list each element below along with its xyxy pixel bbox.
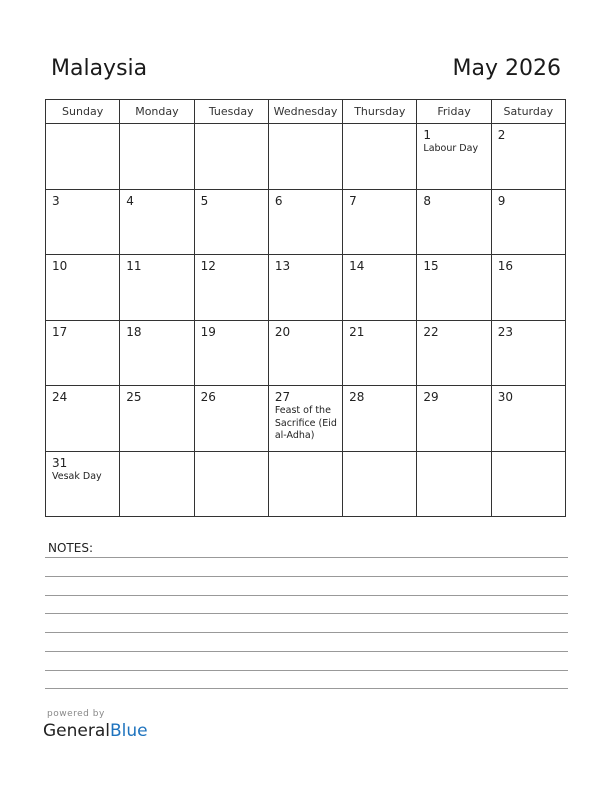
note-line: [45, 688, 568, 689]
day-cell: [343, 189, 417, 255]
day-cell: [491, 255, 565, 321]
day-cell: [194, 255, 268, 321]
day-number: 26: [200, 390, 216, 404]
day-number: 17: [52, 324, 68, 339]
day-number: 21: [349, 324, 365, 339]
day-cell: [268, 320, 342, 386]
note-line: [45, 632, 568, 633]
brand-logo: [43, 721, 148, 741]
day-cell: [491, 451, 565, 517]
note-line: [45, 670, 568, 671]
week-row: [46, 255, 566, 321]
weekday-friday: Friday: [417, 100, 491, 124]
weekday-monday: Monday: [120, 100, 194, 124]
day-cell: [120, 255, 194, 321]
day-cell: [194, 189, 268, 255]
week-row: [46, 320, 566, 386]
week-row: [46, 451, 566, 517]
weekday-wednesday: Wednesday: [268, 100, 342, 124]
day-cell: [491, 386, 565, 452]
day-number: 30: [497, 390, 513, 404]
day-number: 28: [349, 390, 365, 404]
day-cell: [268, 255, 342, 321]
day-number: 31: [52, 455, 68, 470]
day-cell: [268, 189, 342, 255]
day-number: 5: [200, 193, 209, 208]
day-number: 11: [126, 259, 142, 273]
day-number: 8: [423, 193, 432, 208]
day-number: 9: [497, 193, 506, 208]
weekday-saturday: Saturday: [491, 100, 565, 124]
day-number: 16: [497, 259, 513, 273]
day-number: 20: [274, 324, 291, 339]
day-cell: [343, 124, 417, 190]
day-cell: [417, 320, 491, 386]
month-year-title: May 2026: [452, 56, 561, 81]
day-cell: [194, 386, 268, 452]
day-cell: [120, 124, 194, 190]
holiday-label: Labour Day: [423, 143, 479, 154]
weekday-thursday: Thursday: [343, 100, 417, 124]
day-number: 10: [52, 259, 68, 273]
day-number: 27: [274, 390, 291, 404]
day-cell: [343, 320, 417, 386]
note-line: [45, 595, 568, 596]
holiday-label: Vesak Day: [52, 470, 102, 482]
day-cell: [46, 255, 120, 321]
note-line: [45, 557, 568, 558]
day-cell: [194, 124, 268, 190]
day-cell: [417, 451, 491, 517]
day-number: 12: [200, 259, 216, 273]
day-cell: [268, 451, 342, 517]
note-line: [45, 576, 568, 577]
day-cell: [417, 386, 491, 452]
day-number: 29: [423, 390, 439, 404]
day-cell: [46, 451, 120, 517]
day-number: 14: [349, 259, 365, 273]
note-line: [45, 651, 568, 652]
day-cell: [343, 386, 417, 452]
week-row: [46, 124, 566, 190]
day-cell: [120, 451, 194, 517]
day-number: 6: [274, 193, 283, 208]
day-cell: [491, 124, 565, 190]
day-number: 7: [349, 193, 357, 208]
holiday-label: Feast of the Sacrifice (Eid al-Adha): [274, 405, 337, 441]
day-cell: [268, 386, 342, 452]
day-cell: [120, 189, 194, 255]
day-number: 22: [423, 324, 439, 339]
calendar-body: [46, 124, 566, 517]
day-number: 25: [126, 390, 142, 404]
day-number: 24: [52, 390, 68, 404]
weekday-sunday: Sunday: [46, 100, 120, 124]
week-row: [46, 189, 566, 255]
weekday-tuesday: Tuesday: [194, 100, 268, 124]
day-cell: [46, 320, 120, 386]
day-number: 4: [126, 193, 134, 208]
day-cell: [491, 189, 565, 255]
day-cell: [120, 386, 194, 452]
day-cell: [46, 124, 120, 190]
brand-general: General: [43, 721, 110, 741]
day-number: 2: [497, 128, 506, 142]
day-cell: [343, 255, 417, 321]
day-cell: [491, 320, 565, 386]
weekday-header-row: [46, 100, 566, 124]
day-number: 1: [423, 128, 432, 142]
day-cell: [268, 124, 342, 190]
day-cell: [194, 451, 268, 517]
day-number: 3: [52, 193, 60, 208]
day-cell: [417, 189, 491, 255]
note-line: [45, 613, 568, 614]
day-number: 18: [126, 324, 142, 339]
calendar-grid: [45, 99, 566, 517]
day-number: 19: [200, 324, 216, 339]
day-cell: [120, 320, 194, 386]
powered-by-text: powered by: [47, 709, 105, 719]
day-cell: [194, 320, 268, 386]
day-number: 15: [423, 259, 439, 273]
day-cell: [343, 451, 417, 517]
day-number: 23: [497, 324, 513, 339]
day-cell: [417, 124, 491, 190]
day-cell: [417, 255, 491, 321]
week-row: [46, 386, 566, 452]
country-title: Malaysia: [51, 56, 148, 81]
day-cell: [46, 189, 120, 255]
notes-label: NOTES:: [48, 541, 93, 555]
brand-blue: Blue: [110, 721, 148, 741]
day-number: 13: [274, 259, 291, 273]
day-cell: [46, 386, 120, 452]
